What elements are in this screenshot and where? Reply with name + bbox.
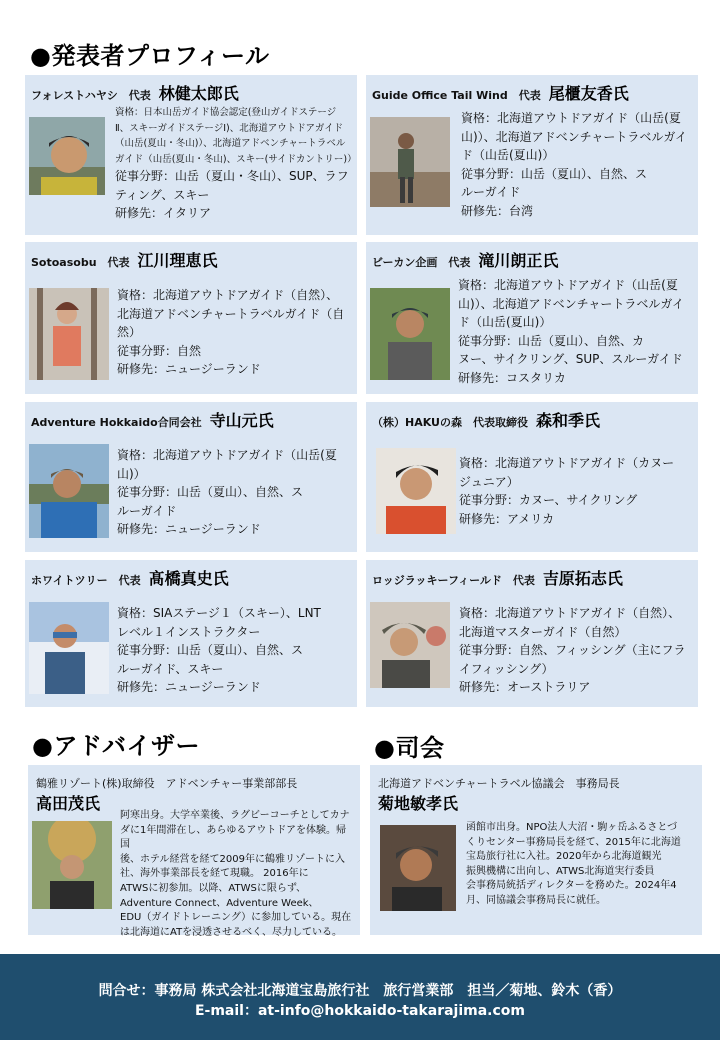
- presenter-photo: [370, 602, 450, 688]
- detail-line: 資格：SIAステージ１（スキー）、LNT: [117, 606, 321, 620]
- detail-line: 研修先：イタリア: [115, 206, 212, 220]
- detail-line: Ⅱ、スキーガイドステージⅠ)、北海道アウトドアガイド: [115, 122, 344, 134]
- bio-line: 宝島旅行社に入社。2020年から北海道観光: [466, 851, 662, 863]
- bio-line: は北海道にATを浸透させるべく、尽力している。: [120, 926, 342, 938]
- detail-line: 北海道アドベンチャートラベルガイド（自: [117, 306, 345, 321]
- presenter-name: 林健太郎氏: [158, 84, 239, 103]
- presenter-header: [372, 248, 558, 271]
- presenter-header: [372, 408, 600, 431]
- presenter-card: [366, 242, 698, 394]
- bio-line: 阿寒出身。大学卒業後、ラグビーコーチとしてカナ: [120, 810, 350, 821]
- detail-line: 従事分野：山岳（夏山）、自然、ス: [461, 166, 648, 181]
- presenter-header: [31, 248, 218, 271]
- detail-line: 北海道マスターガイド（自然）: [459, 624, 627, 639]
- presenter-card: [25, 560, 357, 707]
- detail-line: 従事分野：山岳（夏山）、自然、ス: [117, 485, 304, 499]
- detail-line: ド（山岳(夏山)）: [458, 315, 552, 329]
- contact-line: 問合せ：事務局 株式会社北海道宝島旅行社 旅行営業部 担当／菊地、鈴木（香）: [98, 983, 622, 999]
- presenter-details: [459, 604, 694, 697]
- detail-line: 研修先：オーストラリア: [459, 680, 591, 694]
- bio-line: 振興機構に出向し、ATWS北海道実行委員: [466, 865, 655, 877]
- bio-line: ATWSに初参加。以降、ATWSに限らず、: [120, 882, 307, 894]
- detail-line: 資格：北海道アウトドアガイド（山岳(夏: [458, 278, 678, 292]
- presenter-details: [117, 604, 353, 697]
- mc-role: 北海道アドベンチャートラベル協議会 事務局長: [378, 777, 620, 790]
- advisor-role: 鶴雅リゾート(株)取締役 アドベンチャー事業部部長: [36, 777, 298, 790]
- presenter-header: [372, 81, 629, 104]
- detail-line: （山岳(夏山・冬山)）、北海道アドベンチャートラベル: [115, 138, 346, 149]
- mc-photo: [380, 825, 456, 911]
- bio-line: 会事務局統括ディレクターを務めた。2024年4: [466, 880, 677, 892]
- detail-line: ド（山岳(夏山)）: [461, 148, 555, 162]
- detail-line: 資格：北海道アウトドアガイド（自然）、: [459, 606, 681, 620]
- advisor-name: 高田茂氏: [36, 794, 101, 813]
- detail-line: 研修先：台湾: [461, 203, 534, 218]
- presenter-header: [31, 408, 274, 431]
- detail-line: 従事分野：カヌー、サイクリング: [459, 493, 638, 507]
- presenter-org: Sotoasobu 代表: [31, 256, 130, 269]
- presenter-org: ビーカン企画 代表: [372, 256, 471, 269]
- presenter-details: [117, 286, 353, 379]
- presenter-details: [461, 109, 693, 220]
- presenter-name: 寺山元氏: [209, 411, 274, 430]
- detail-line: イフィッシング）: [459, 661, 554, 676]
- bio-line: 後、ホテル経営を経て2009年に鶴雅リゾートに入: [120, 853, 345, 865]
- presenter-name: 髙橋真史氏: [148, 569, 229, 588]
- detail-line: 山)）、北海道アドベンチャートラベルガイ: [458, 296, 684, 311]
- presenter-photo: [29, 288, 109, 380]
- detail-line: 研修先：コスタリカ: [458, 370, 566, 385]
- presenter-card: [366, 560, 698, 707]
- detail-line: 資格：北海道アウトドアガイド（山岳(夏: [461, 111, 681, 125]
- detail-line: 資格：北海道アウトドアガイド（カヌー: [459, 456, 675, 470]
- bio-line: 函館市出身。NPO法人大沼・駒ヶ岳ふるさとづ: [466, 822, 678, 833]
- presenter-card: [25, 75, 357, 235]
- presenter-photo: [370, 117, 450, 207]
- presenter-org: フォレストハヤシ 代表: [31, 89, 151, 102]
- section-title-mc: ●司会: [374, 734, 445, 762]
- detail-line: 研修先：ニュージーランド: [117, 362, 261, 376]
- presenter-photo: [376, 448, 456, 534]
- mc-name: 菊地敏孝氏: [378, 794, 459, 813]
- presenter-photo: [29, 444, 109, 538]
- bio-line: EDU（ガイドトレーニング）に参加している。現在: [120, 912, 352, 924]
- presenter-details: [117, 446, 353, 539]
- bio-line: Adventure Connect、Adventure Week、: [120, 897, 319, 909]
- detail-line: 従事分野：自然、フィッシング（主にフラ: [459, 643, 686, 657]
- contact-footer: [0, 954, 720, 1040]
- presenter-card: [366, 75, 698, 235]
- presenter-org: ロッジラッキーフィールド 代表: [372, 574, 535, 587]
- presenter-header: [31, 566, 229, 589]
- presenter-org: Guide Office Tail Wind 代表: [372, 89, 541, 102]
- section-title-presenters: ●発表者プロフィール: [30, 42, 270, 70]
- presenter-org: （株）HAKUの森 代表取締役: [372, 416, 528, 429]
- presenter-details: [459, 454, 693, 528]
- detail-line: 研修先：ニュージーランド: [117, 680, 261, 694]
- detail-line: ルーガイド、スキー: [117, 661, 224, 676]
- presenter-card: [25, 402, 357, 552]
- detail-line: レベル１インストラクター: [117, 624, 261, 639]
- detail-line: 従事分野：山岳（夏山）、自然、カ: [458, 333, 645, 348]
- presenter-photo: [29, 117, 105, 195]
- bio-line: ダに1年間滞在し、あらゆるアウトドアを体験。帰国: [120, 824, 347, 851]
- detail-line: 資格：北海道アウトドアガイド（自然）、: [117, 288, 339, 302]
- detail-line: 山)）、北海道アドベンチャートラベルガイ: [461, 129, 687, 144]
- detail-line: 従事分野：山岳（夏山・冬山）、SUP、ラフ: [115, 169, 349, 183]
- presenter-name: 尾櫃友香氏: [548, 84, 629, 103]
- detail-line: 従事分野：山岳（夏山）、自然、ス: [117, 643, 304, 657]
- detail-line: 研修先：アメリカ: [459, 511, 555, 526]
- presenter-photo: [370, 288, 450, 380]
- bio-line: くりセンター事務局長を経て、2015年に北海道: [466, 836, 681, 848]
- detail-line: ヌー、サイクリング、SUP、スルーガイド: [458, 352, 683, 366]
- presenter-org: ホワイトツリー 代表: [31, 574, 141, 587]
- presenter-card: [25, 242, 357, 394]
- detail-line: ティング、スキー: [115, 187, 210, 202]
- presenter-name: 森和季氏: [535, 411, 600, 430]
- presenter-photo: [29, 602, 109, 694]
- section-title-advisor: ●アドバイザー: [32, 732, 200, 760]
- detail-line: 研修先：ニュージーランド: [117, 522, 261, 536]
- detail-line: 従事分野：自然: [117, 343, 202, 358]
- presenter-name: 江川理恵氏: [137, 251, 218, 270]
- presenter-name: 吉原拓志氏: [542, 569, 623, 588]
- bio-line: 月、同協議会事務局長に就任。: [466, 894, 606, 906]
- presenter-card: [366, 402, 698, 552]
- mc-bio: [466, 821, 698, 909]
- detail-line: ルーガイド: [461, 185, 521, 199]
- presenter-header: [31, 81, 239, 104]
- detail-line: 資格：日本山岳ガイド協会認定(登山ガイドステージ: [115, 107, 337, 118]
- advisor-bio: [120, 809, 356, 940]
- detail-line: 資格：北海道アウトドアガイド（山岳(夏: [117, 448, 337, 462]
- detail-line: ガイド（山岳(夏山・冬山)、スキー(サイドカントリー)）: [115, 153, 357, 165]
- bio-line: 社、海外事業部長を経て現職。 2016年に: [120, 868, 309, 880]
- presenter-org: Adventure Hokkaido合同会社: [31, 416, 202, 429]
- contact-email[interactable]: E-mail：at-info@hokkaido-takarajima.com: [194, 1003, 526, 1019]
- mc-card: [370, 765, 702, 935]
- advisor-card: [28, 765, 360, 938]
- detail-line: ルーガイド: [117, 503, 177, 518]
- presenter-header: [372, 566, 623, 589]
- presenter-name: 滝川朗正氏: [478, 251, 559, 270]
- presenter-details: [115, 105, 355, 223]
- presenter-details: [458, 276, 694, 387]
- advisor-photo: [32, 821, 112, 909]
- detail-line: 山)）: [117, 466, 146, 481]
- detail-line: ジュニア）: [459, 474, 519, 489]
- detail-line: 然）: [117, 325, 142, 339]
